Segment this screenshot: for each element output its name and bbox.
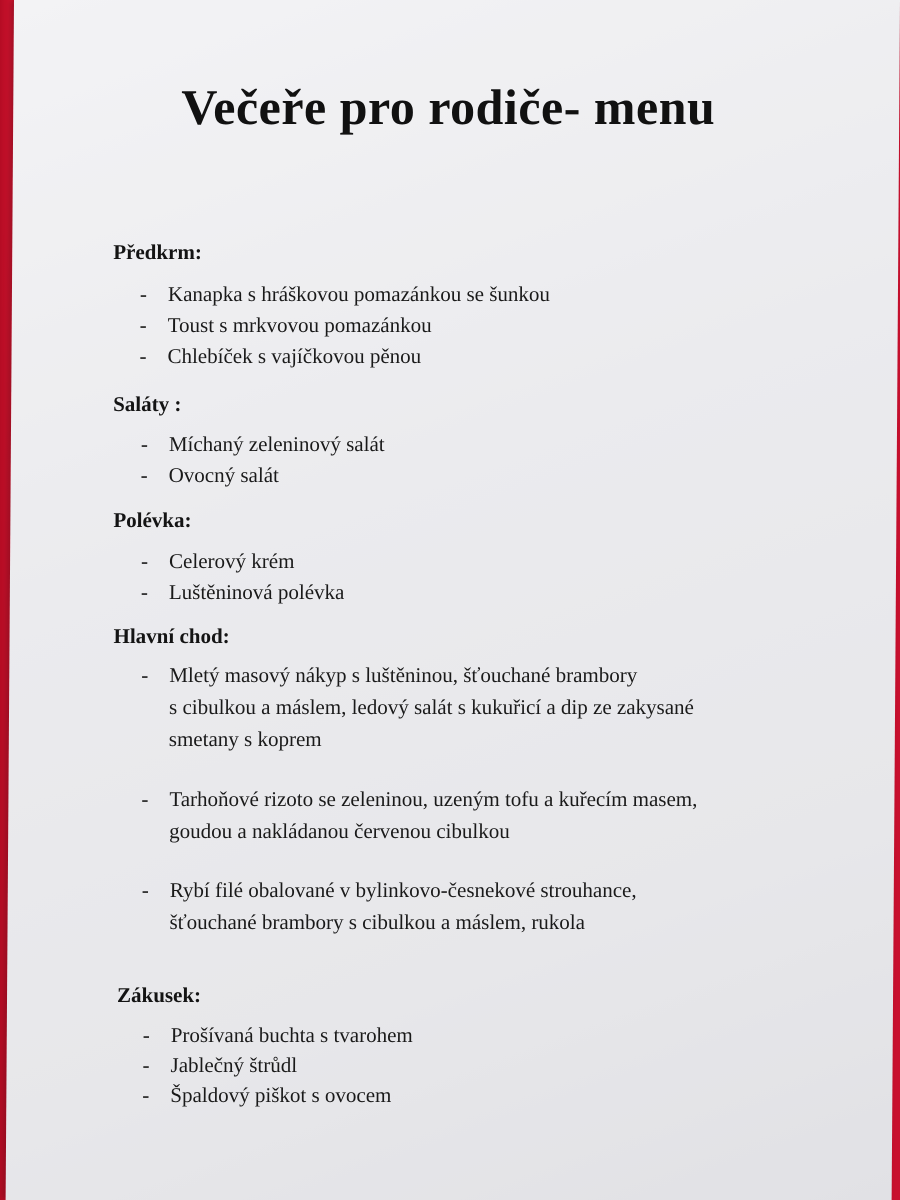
menu-item	[139, 340, 421, 372]
item-text: Špaldový piškot s ovocem	[170, 1083, 392, 1107]
item-dash: -	[139, 282, 148, 306]
item-dash: -	[142, 1053, 150, 1077]
menu-item	[140, 309, 432, 341]
item-dash: -	[142, 1023, 150, 1047]
menu-item	[141, 545, 295, 577]
item-dash: -	[141, 787, 149, 811]
section-heading-hlavni-chod: Hlavní chod:	[113, 624, 230, 648]
item-text	[169, 874, 636, 938]
item-dash: -	[141, 878, 149, 902]
item-text: Prošívaná buchta s tvarohem	[170, 1023, 413, 1047]
item-line: goudou a nakládanou červenou cibulkou	[169, 819, 510, 843]
item-dash: -	[142, 1083, 150, 1107]
menu-item	[142, 1079, 391, 1111]
item-text: Celerový krém	[168, 549, 295, 573]
item-dash: -	[140, 549, 149, 573]
item-dash: -	[140, 463, 148, 487]
menu-item	[141, 459, 279, 491]
item-text: Ovocný salát	[168, 463, 280, 487]
item-text: Luštěninová polévka	[168, 580, 345, 604]
item-line: Mletý masový nákyp s luštěninou, šťouchané brambory	[169, 663, 638, 687]
menu-title: Večeře pro rodiče- menu	[181, 79, 716, 135]
item-text: Jablečný štrůdl	[170, 1053, 298, 1077]
item-line: s cibulkou a máslem, ledový salát s kukuřicí a dip ze zakysané	[168, 695, 695, 719]
item-text: Toust s mrkvovou pomazánkou	[167, 313, 432, 337]
section-heading-zakusek: Zákusek:	[116, 983, 202, 1007]
item-line: Rybí filé obalované v bylinkovo-česnekové strouhance,	[169, 878, 637, 902]
item-text: Kanapka s hráškovou pomazánkou se šunkou	[167, 282, 551, 306]
item-dash: -	[139, 313, 147, 337]
item-text	[169, 783, 697, 847]
menu-item	[142, 1049, 297, 1081]
menu-item	[141, 428, 385, 460]
menu-item	[141, 874, 636, 938]
menu-item	[141, 783, 697, 847]
item-dash: -	[141, 663, 149, 687]
menu-item	[141, 659, 695, 755]
item-line: smetany s koprem	[168, 727, 322, 751]
menu-paper-sheet	[6, 0, 900, 1200]
item-dash: -	[140, 432, 148, 456]
item-text: Chlebíček s vajíčkovou pěnou	[167, 344, 422, 368]
menu-item	[143, 1019, 413, 1051]
item-line: Tarhoňové rizoto se zeleninou, uzeným tofu a kuřecím masem,	[169, 787, 698, 811]
item-text	[169, 659, 695, 755]
section-heading-polevka: Polévka:	[113, 508, 192, 532]
item-line: šťouchané brambory s cibulkou a máslem, rukola	[169, 910, 586, 934]
item-dash: -	[139, 344, 147, 368]
section-heading-predkrm: Předkrm:	[113, 240, 202, 264]
item-dash: -	[140, 580, 148, 604]
item-text: Míchaný zeleninový salát	[168, 432, 385, 456]
menu-item	[140, 278, 550, 310]
section-heading-salaty: Saláty :	[113, 392, 182, 416]
menu-item	[141, 576, 345, 608]
